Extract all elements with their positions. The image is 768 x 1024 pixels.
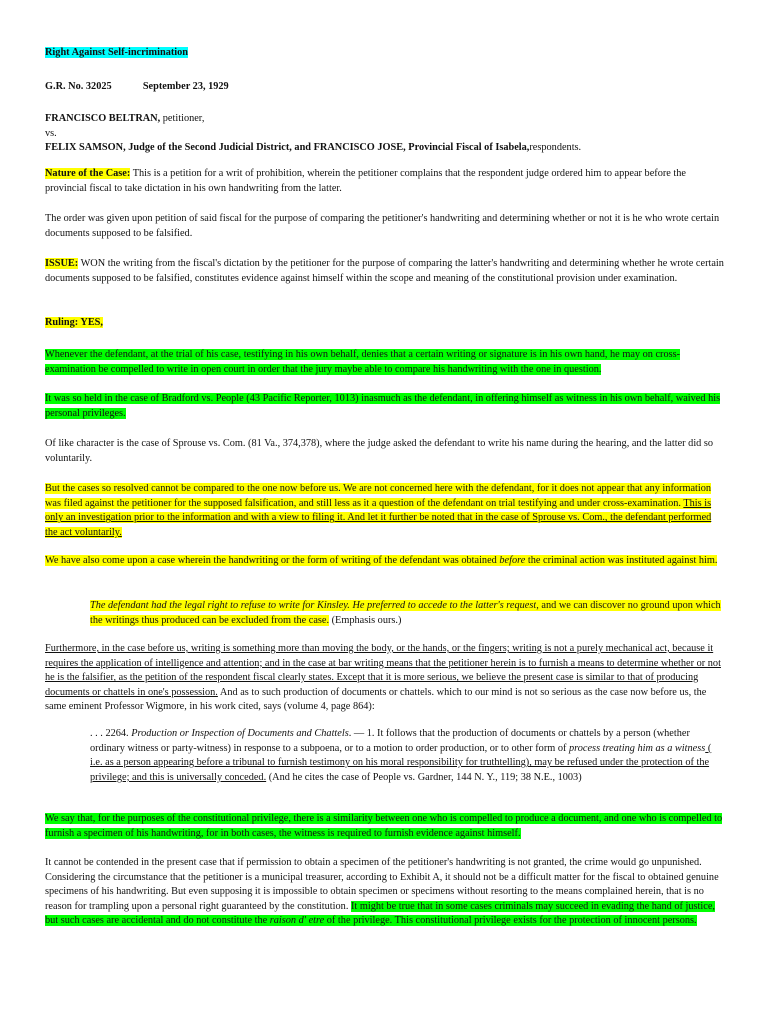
paragraph-4-underlined: This is only an investigation prior to the information and with a view to filing it. And let it further be noted that in the case of Sprouse vs. Com., the defendant performed the act voluntarily. (45, 497, 712, 538)
paragraph-6-underlined: Furthermore, in the case before us, writing is something more than moving the body, or the hands, or the fingers; writing is not a purely mechanical act, because it requires the application of intelligence and attention; and in the case at bar writing means that the petitioner herein is to furnish a means to determine whether or not he is the falsifier, as the petition of the respondent fiscal clearly states. Except that it is more serious, we believe the present case is similar to that of producing documents or chattels in one's possession. (45, 643, 721, 698)
case-heading (45, 80, 725, 95)
paragraph-8 (45, 856, 725, 929)
paragraph-6 (45, 642, 725, 715)
paragraph-6-text: And as to such production of documents or chattels. which to our mind is not so serious as the case now before us, the same eminent Professor Wigmore, in his work cited, says (volume 4, page 864): (45, 686, 707, 713)
paragraph-1 (45, 348, 725, 377)
petitioner-name: FRANCISCO BELTRAN, (45, 113, 161, 124)
paragraph-5-text: We have also come upon a case wherein the handwriting or the form of writing of the defendant was obtained (45, 555, 500, 566)
paragraph-8-text: It cannot be contended in the present case that if permission to obtain a specimen of the petitioner's handwriting is not granted, the crime would go unpunished. Considering the circumstance that the petitioner is a municipal treasurer, according to Exhibit A, it should not be a difficult matter for the fiscal to obtained genuine specimens of his handwriting. But even supposing it is impossible to obtain specimen or specimens without resorting to the means complained herein, that is no reason for trampling upon a personal right guaranteed by the constitution. (45, 857, 719, 912)
issue (45, 257, 725, 286)
respondents-role: respondents. (529, 142, 582, 154)
quote-wigmore-text: . — 1. It follows that the production of documents or chattels by a person (whether ordinary witness or party-witness) in response to a subpoena, or to a motion to order production, or to other form of (90, 728, 690, 754)
nature-label: Nature of the Case: (45, 168, 131, 179)
quote-kinsley-text: , and we can discover no ground upon which the writings thus produced can be excluded from the case. (90, 600, 721, 626)
paragraph-7-text: We say that, for the purposes of the constitutional privilege, there is a similarity between one who is compelled to produce a document, and one who is compelled to furnish a specimen of his handwriting, for in both cases, the witness is required to furnish evidence against himself. (45, 813, 723, 839)
paragraph-5-text-end: the criminal action was instituted against him. (525, 555, 718, 566)
petitioner-role: petitioner, (160, 113, 205, 124)
quote-kinsley-emphasis-note: (Emphasis ours.) (329, 614, 402, 626)
issue-label: ISSUE: (45, 258, 79, 269)
quote-wigmore-italic: process treating him as a witness (569, 742, 706, 754)
quote-kinsley-italic: The defendant had the legal right to refuse to write for Kinsley. He preferred to accede to the latter's request (90, 600, 537, 611)
quote-wigmore-citation: (And he cites the case of People vs. Gardner, 144 N. Y., 119; 38 N.E., 1003) (266, 771, 582, 783)
quote-wigmore (90, 727, 724, 785)
nature-text: This is a petition for a writ of prohibition, wherein the petitioner complains that the respondent judge ordered him to appear before the provincial fiscal to take dictation in his own handwriting from the latter. (45, 168, 686, 194)
respondents-names: FELIX SAMSON, Judge of the Second Judicial District, and FRANCISCO JOSE, Provincial Fiscal of Isabela, (45, 142, 530, 154)
paragraph-8-highlight-end: of the privilege. This constitutional privilege exists for the protection of innocent persons. (324, 915, 697, 927)
paragraph-7 (45, 812, 725, 841)
versus: vs. (45, 127, 57, 139)
case-date: September 23, 1929 (142, 81, 229, 92)
quote-wigmore-underlined: ( i.e. as a person appearing before a tribunal to furnish testimony on his moral responsibility for truthtelling), may be refused under the protection of the privilege; and this is universally conceded. (90, 742, 712, 783)
issue-text: WON the writing from the fiscal's dictation by the petitioner for the purpose of comparing the latter's handwriting and determining whether he wrote certain documents supposed to be falsified, constitutes evidence against himself within the scope and meaning of the constitutional provision under examination. (45, 258, 724, 284)
paragraph-5-emphasis: before (499, 555, 526, 566)
paragraph-8-italic: raison d' etre (269, 915, 325, 927)
title-text: Right Against Self-incrimination (45, 47, 189, 58)
paragraph-5 (45, 554, 725, 569)
nature-of-case (45, 167, 725, 196)
ruling (45, 316, 725, 331)
doc-title (45, 46, 725, 61)
paragraph-1-text: Whenever the defendant, at the trial of his case, testifying in his own behalf, denies that a certain writing or signature is in his own hand, he may on cross-examination be compelled to write in open court in order that the jury maybe able to compare his handwriting with the one in question. (45, 349, 681, 375)
case-number: G.R. No. 32025 (45, 81, 112, 92)
quote-wigmore-number: . . . 2264. (90, 728, 132, 739)
parties (45, 112, 725, 156)
paragraph-4-text: But the cases so resolved cannot be compared to the one now before us. We are not concerned here with the defendant, for it does not appear that any information was filed against the petitioner for the supposed falsification, and still less as it a question of the defendant on trial testifying and under cross-examination. (45, 483, 712, 509)
order-paragraph: The order was given upon petition of said fiscal for the purpose of comparing the petitioner's handwriting and determining whether or not it is he who wrote certain documents supposed to be falsified. (45, 213, 720, 239)
paragraph-8-highlight: It might be true that in some cases criminals may succeed in evading the hand of justice, but such cases are accidental and do not constitute the (45, 900, 715, 927)
quote-kinsley (90, 599, 724, 628)
paragraph-4 (45, 482, 725, 540)
quote-wigmore-heading: Production or Inspection of Documents and Chattels (131, 728, 349, 739)
paragraph-2 (45, 392, 725, 421)
paragraph-2-text: It was so held in the case of Bradford vs. People (43 Pacific Reporter, 1013) inasmuch as the defendant, in offering himself as witness in his own behalf, waived his personal privileges. (45, 393, 721, 419)
paragraph-3: Of like character is the case of Sprouse vs. Com. (81 Va., 374,378), where the judge asked the defendant to write his name during the hearing, and the latter did so voluntarily. (45, 438, 714, 464)
ruling-label: Ruling: YES, (45, 317, 103, 328)
